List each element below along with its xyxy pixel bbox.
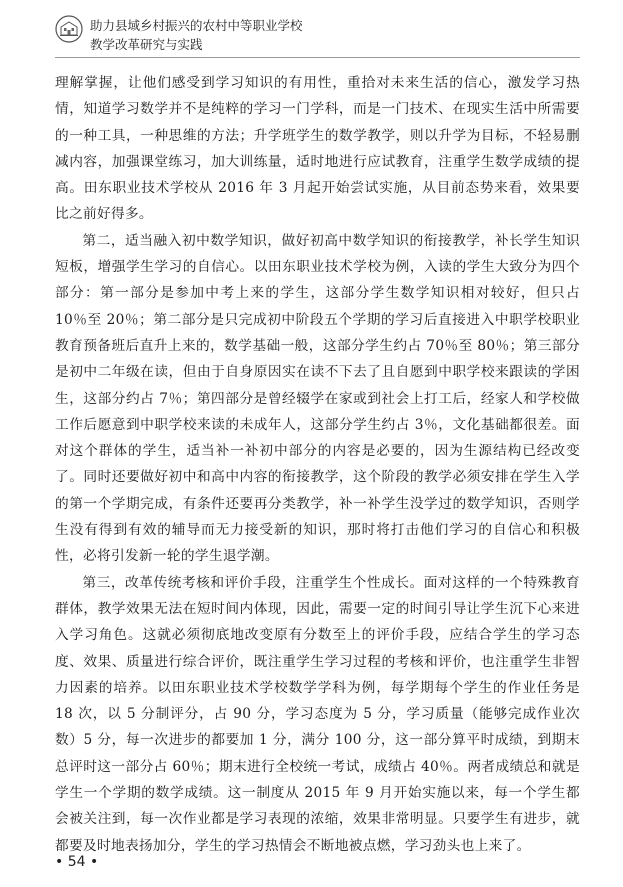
- paragraph-continued: 理解掌握，让他们感受到学习知识的有用性，重拾对未来生活的信心，激发学习热情，知道学习数学并不是纯粹的学习一门学科，而是一门技术、在现实生活中所需要的一种工具，一种思维的方法；升学班学生的数学教学，则以升学为目标，不轻易删减内容，加强课堂练习，加大训练量，适时地进行应试教育，注重学生数学成绩的提高。田东职业技术学校从 2016 年 3 月起开始尝试实施，从目前态势来看，效果要比之前好得多。: [55, 75, 580, 223]
- page-number: • 54 •: [55, 854, 99, 870]
- paragraph-second-point: 第二，适当融入初中数学知识，做好初高中数学知识的衔接教学，补长学生知识短板，增强学生学习的自信心。以田东职业技术学校为例，入读的学生大致分为四个部分：第一部分是参加中考上来的学生，这部分学生数学知识相对较好，但只占 10％至 20％；第二部分是只完成初中阶段五个学期的学习后直接进入中职学校职业教育预备班后直升上来的，数学基础一般，这部分学生约占 70％至 80％；第三部分是初中二年级在读，但由于自身原因实在读不下去了且自愿到中职学校来跟读的学困生，这部分约占 7％；第四部分是曾经辍学在家或到社会上打工后，经家人和学校做工作后愿意到中职学校来读的未成年人，这部分学生约占 3％，文化基础都很差。面对这个群体的学生，适当补一补初中部分的内容是必要的，因为生源结构已经改变了。同时还要做好初中和高中内容的衔接教学，这个阶段的教学必须安排在学生入学的第一个学期完成，有条件还要再分类教学，补一补学生没学过的数学知识，否则学生没有得到有效的辅导而无力接受新的知识，那时将打击他们学习的自信心和积极性，必将引发新一轮的学生退学潮。: [55, 232, 580, 565]
- header-divider: [55, 57, 580, 58]
- school-building-icon: [55, 15, 83, 43]
- body-text: [55, 70, 580, 859]
- running-head: [90, 16, 303, 54]
- book-subtitle: 教学改革研究与实践: [90, 37, 203, 52]
- paragraph-third-point: 第三，改革传统考核和评价手段，注重学生个性成长。面对这样的一个特殊教育群体，教学效果无法在短时间内体现，因此，需要一定的时间引导让学生沉下心来进入学习角色。这就必须彻底地改变原有分数至上的评价手段，应结合学生的学习态度、效果、质量进行综合评价，既注重学生学习过程的考核和评价，也注重学生非智力因素的培养。以田东职业技术学校数学学科为例，每学期每个学生的作业任务是 18 次，以 5 分制评分，占 90 分，学习态度为 5 分，学习质量（能够完成作业次数）5 分，每一次进步的都要加 1 分，满分 100 分，这一部分算平时成绩，到期末总评时这一部分占 60％；期末进行全校统一考试，成绩占 40％。两者成绩总和就是学生一个学期的数学成绩。这一制度从 2015 年 9 月开始实施以来，每一个学生都会被关注到，每一次作业都是学习表现的浓缩，效果非常明显。只要学生有进步，就都要及时地表扬加分，学生的学习热情会不断地被点燃，学习劲头也上来了。: [55, 574, 580, 854]
- page-header: [0, 0, 623, 62]
- book-title: 助力县域乡村振兴的农村中等职业学校: [90, 18, 303, 33]
